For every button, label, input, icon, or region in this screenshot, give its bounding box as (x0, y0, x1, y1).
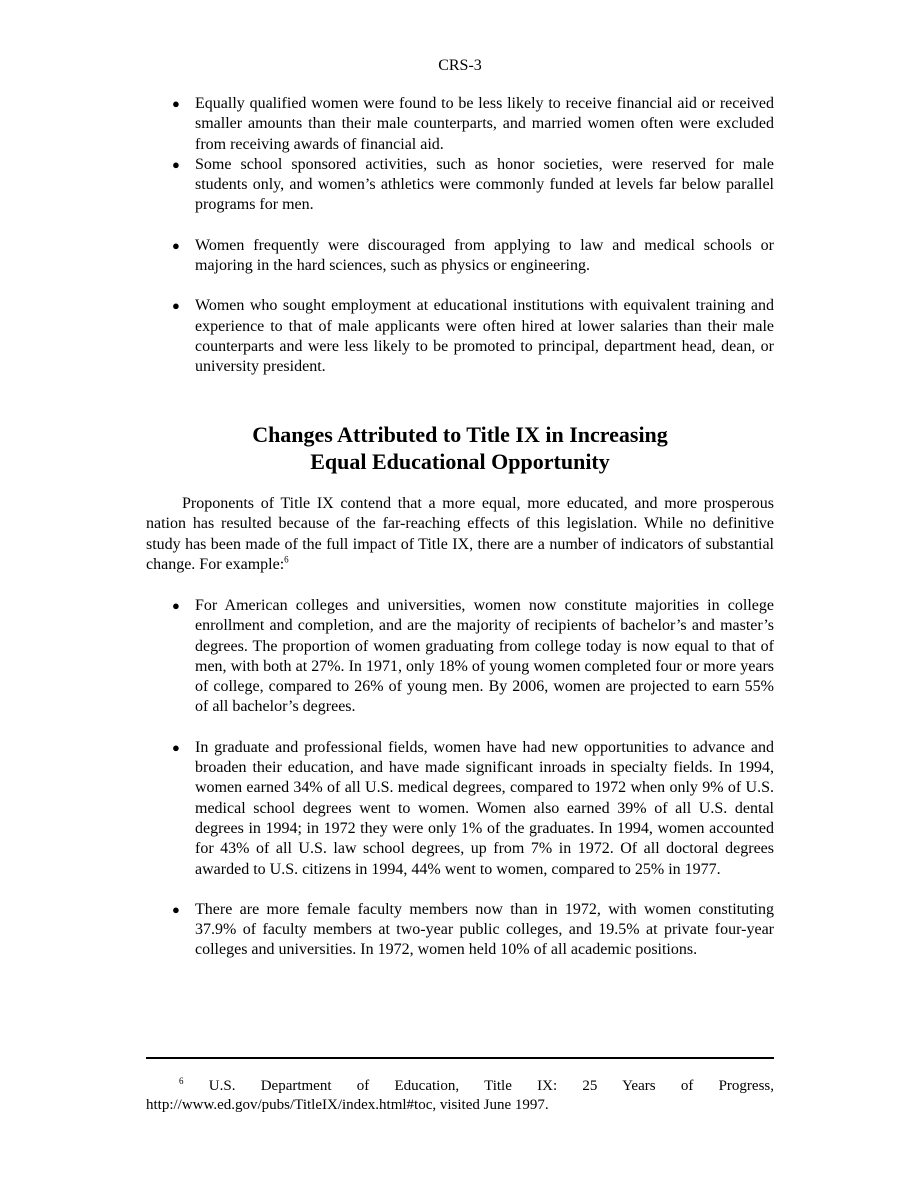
bullet-icon: ● (172, 156, 180, 172)
footnote-reference[interactable]: 6 (284, 554, 289, 565)
section-heading (146, 421, 774, 475)
bullet-text: In graduate and professional fields, women have had new opportunities to advance and broaden their education, and have made significant inroads in specialty fields. In 1994, women earned 34% of all U.S. medical degrees, compared to 1972 when only 9% of U.S. medical school degrees went to women. Women also earned 39% of all U.S. dental degrees in 1994; in 1972 they were only 1% of the graduates. In 1994, women accounted for 43% of all U.S. law school degrees, up from 7% in 1972. Of all doctoral degrees awarded to U.S. citizens in 1994, 44% went to women, compared to 25% in 1977. (195, 738, 774, 878)
page-number: CRS-3 (438, 57, 482, 74)
list-item (146, 596, 774, 718)
bullet-text: There are more female faculty members now than in 1972, with women constituting 37.9% of faculty members at two-year public colleges, and 19.5% at private four-year colleges and universities. In 1972, women held 10% of all academic positions. (195, 900, 774, 959)
bullet-list-bottom (146, 596, 774, 961)
footnote-url[interactable]: http://www.ed.gov/pubs/TitleIX/index.html#toc, visited June 1997. (146, 1097, 549, 1113)
list-item (146, 900, 774, 961)
bullet-text: Some school sponsored activities, such as honor societies, were reserved for male students only, and women’s athletics were commonly funded at levels far below parallel programs for men. (195, 155, 774, 214)
bullet-text: Equally qualified women were found to be less likely to receive financial aid or received smaller amounts than their male counterparts, and married women often were excluded from receiving awards of financial aid. (195, 95, 774, 153)
list-item (146, 94, 774, 155)
footnote (146, 1077, 774, 1115)
intro-paragraph (146, 494, 774, 575)
bullet-list-top (146, 94, 774, 378)
bullet-text: Women who sought employment at educational institutions with equivalent training and experience to that of male applicants were often hired at lower salaries than their male counterparts and were less likely to be promoted to principal, department head, dean, or university president. (195, 297, 774, 376)
section-heading-line1: Changes Attributed to Title IX in Increasing (252, 422, 668, 447)
footnote-citation: U.S. Department of Education, Title IX: 25 Years of Progress, (208, 1078, 775, 1094)
list-item (146, 155, 774, 216)
bullet-icon: ● (172, 901, 180, 917)
footnote-divider (146, 1057, 774, 1059)
bullet-icon: ● (172, 96, 180, 111)
bullet-text: For American colleges and universities, women now constitute majorities in college enrollment and completion, and are the majority of recipients of bachelor’s and master’s degrees. The proportion of women graduating from college today is now equal to that of men, with both at 27%. In 1971, only 18% of young women completed four or more years of college, compared to 26% of young men. By 2006, women are projected to earn 55% of all bachelor’s degrees. (195, 597, 774, 716)
section-heading-line2: Equal Educational Opportunity (310, 449, 610, 474)
bullet-icon: ● (172, 237, 180, 253)
list-item (146, 296, 774, 377)
list-item (146, 738, 774, 880)
bullet-icon: ● (172, 739, 180, 755)
footnote-line1 (146, 1077, 774, 1096)
bullet-text: Women frequently were discouraged from applying to law and medical schools or majoring in the hard sciences, such as physics or engineering. (195, 236, 774, 275)
footnote-mark: 6 (179, 1076, 184, 1086)
bullet-icon: ● (172, 598, 180, 613)
bullet-icon: ● (172, 298, 180, 314)
intro-text: Proponents of Title IX contend that a more equal, more educated, and more prosperous nation has resulted because of the far-reaching effects of this legislation. While no definitive study has been made of the full impact of Title IX, there are a number of indicators of substantial change. For example: (146, 495, 774, 573)
list-item (146, 236, 774, 277)
